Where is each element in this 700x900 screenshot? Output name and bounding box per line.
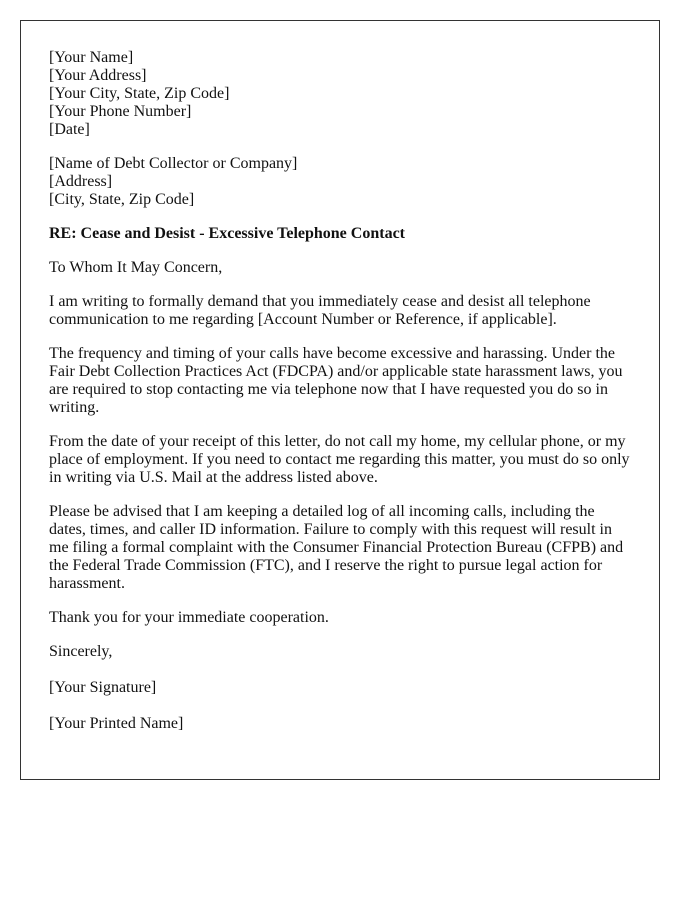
letter-date: [Date] — [49, 121, 90, 138]
letter-document — [20, 20, 660, 780]
closing-thanks: Thank you for your immediate cooperation. — [49, 609, 329, 626]
sender-address: [Your Address] — [49, 67, 147, 84]
body-paragraph-4: Please be advised that I am keeping a detailed log of all incoming calls, including the dates, times, and caller ID information. Failure to comply with this request will result in me filing a formal complaint with the Consumer Financial Protection Bureau (CFPB) and the Federal Trade Commission (FTC), and I reserve the right to pursue legal action for harassment. — [49, 503, 624, 592]
signature: [Your Signature] — [49, 679, 157, 696]
recipient-city-state-zip: [City, State, Zip Code] — [49, 191, 195, 208]
body-paragraph-2: The frequency and timing of your calls have become excessive and harassing. Under the Fair Debt Collection Practices Act (FDCPA) and/or applicable state harassment laws, you are required to stop contacting me via telephone now that I have requested you do so in writing. — [49, 345, 623, 416]
sender-phone: [Your Phone Number] — [49, 103, 192, 120]
subject-line: RE: Cease and Desist - Excessive Telephone Contact — [49, 225, 405, 242]
sender-address-block — [49, 49, 631, 139]
salutation: To Whom It May Concern, — [49, 259, 223, 276]
recipient-address: [Address] — [49, 173, 113, 190]
printed-name: [Your Printed Name] — [49, 715, 184, 732]
body-paragraph-1: I am writing to formally demand that you immediately cease and desist all telephone communication to me regarding [Account Number or Reference, if applicable]. — [49, 293, 591, 328]
sender-city-state-zip: [Your City, State, Zip Code] — [49, 85, 230, 102]
sender-name: [Your Name] — [49, 49, 134, 66]
recipient-address-block — [49, 155, 631, 209]
recipient-name: [Name of Debt Collector or Company] — [49, 155, 298, 172]
closing: Sincerely, — [49, 643, 113, 660]
body-paragraph-3: From the date of your receipt of this letter, do not call my home, my cellular phone, or my place of employment. If you need to contact me regarding this matter, you must do so only in writing via U.S. Mail at the address listed above. — [49, 433, 630, 486]
